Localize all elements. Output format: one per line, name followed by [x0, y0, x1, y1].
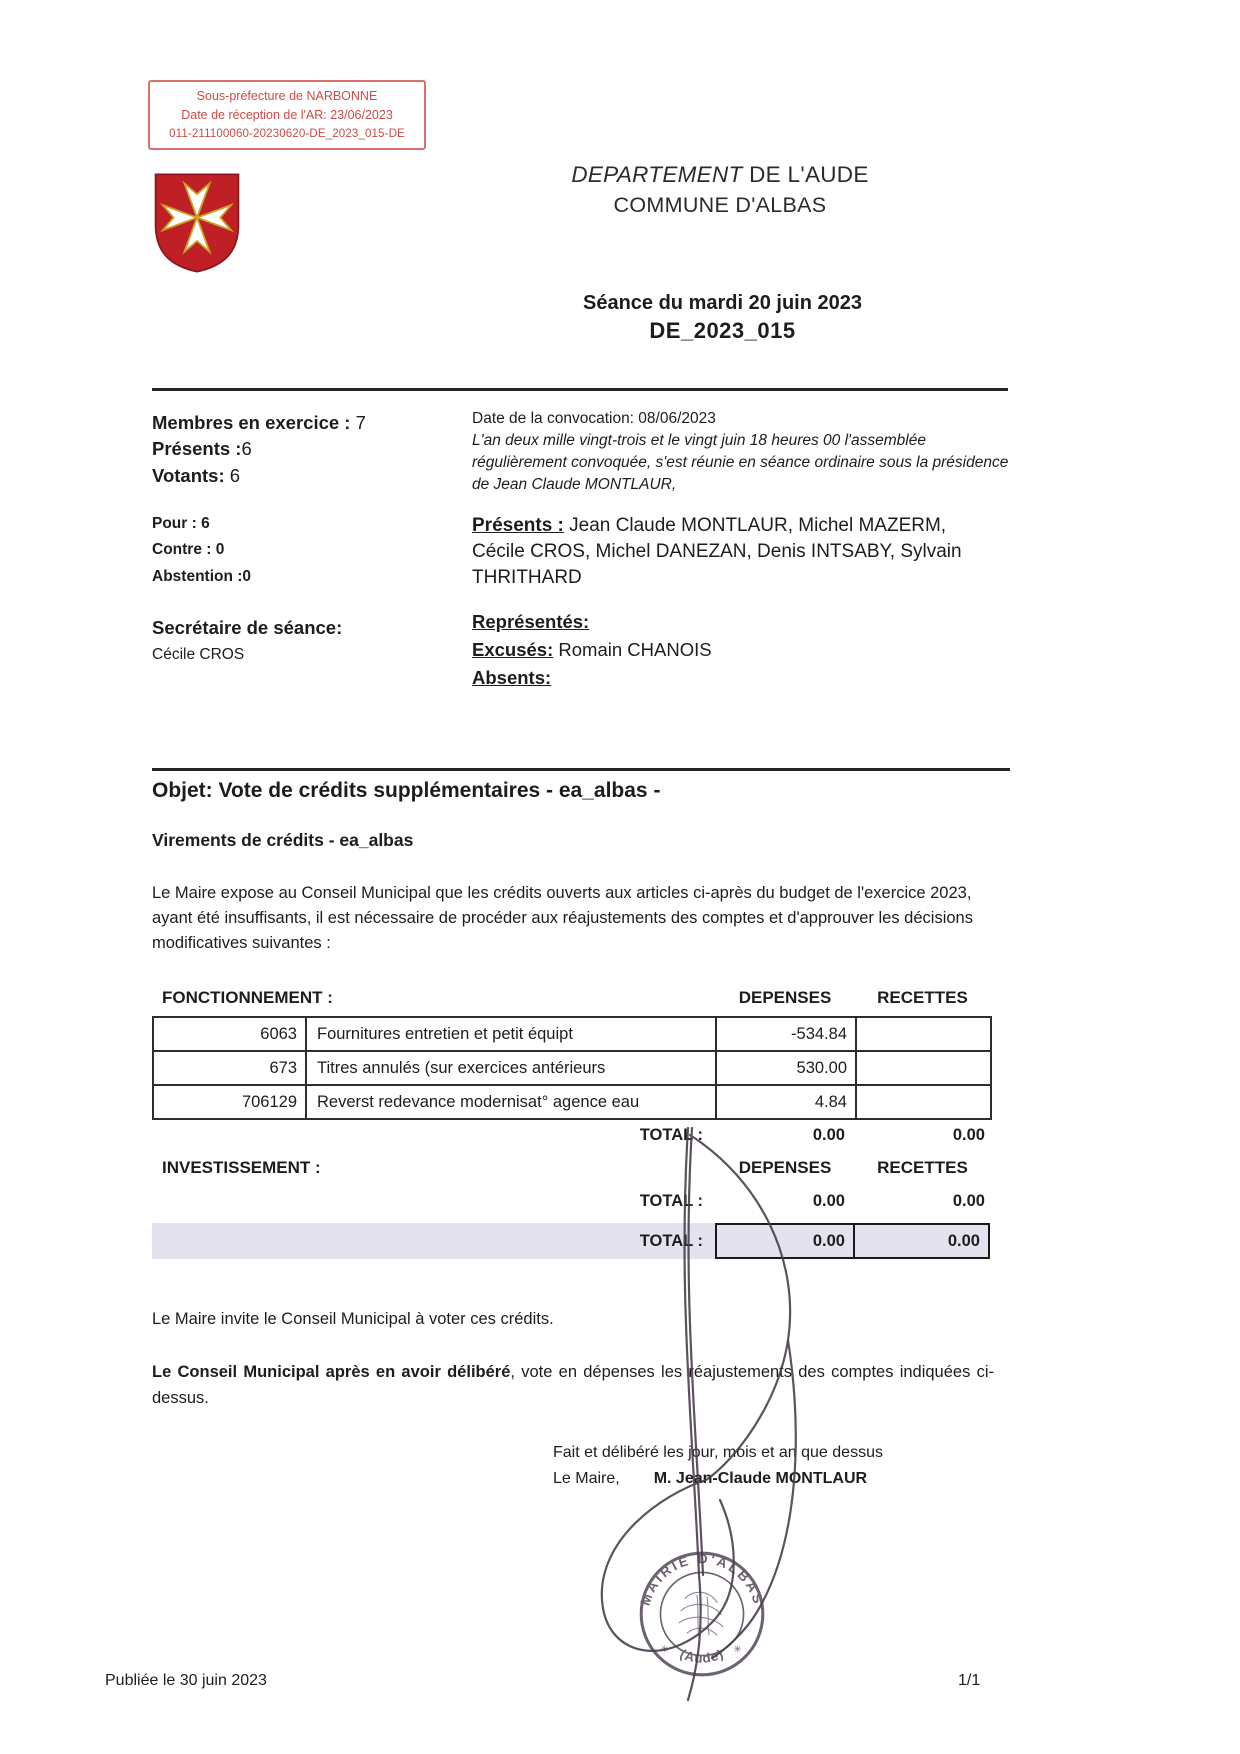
attendance-panel	[152, 410, 457, 664]
session-date: Séance du mardi 20 juin 2023	[582, 292, 862, 314]
invite-sentence: Le Maire invite le Conseil Municipal à voter ces crédits.	[152, 1310, 554, 1328]
votes-against: Contre : 0	[152, 541, 225, 559]
investissement-label: INVESTISSEMENT :	[162, 1158, 321, 1177]
members-count: Membres en exercice : 7	[152, 412, 366, 433]
svg-text:MAIRIE D'ALBAS	[637, 1551, 766, 1607]
seal-top-text: MAIRIE D'ALBAS	[637, 1551, 767, 1608]
stamp-line-2: Date de réception de l'AR: 23/06/2023	[181, 107, 393, 122]
maltese-cross-shield-icon	[152, 170, 242, 276]
fonctionnement-header-row	[152, 988, 990, 1008]
grand-total-recettes: 0.00	[855, 1223, 990, 1259]
recettes-column-header: RECETTES	[877, 1158, 968, 1177]
mayor-line: Le Maire, M. Jean-Claude MONTLAUR	[553, 1469, 868, 1487]
absent-members: Absents:	[472, 667, 552, 689]
seal-bottom-text: (Aude)	[677, 1646, 727, 1666]
virements-subtitle: Virements de crédits - ea_albas	[152, 830, 414, 850]
fonctionnement-label: FONCTIONNEMENT :	[162, 988, 333, 1007]
deliberation-sentence: Le Conseil Municipal après en avoir délibéré, vote en dépenses les réajustements des comptes indiquées ci-dessus.	[152, 1363, 994, 1407]
seal-star-right-icon: ✳	[733, 1644, 742, 1656]
present-members: Présents : Jean Claude MONTLAUR, Michel MAZERM, Cécile CROS, Michel DANEZAN, Denis INTSABY, Sylvain THRITHARD	[472, 515, 962, 588]
stamp-line-1: Sous-préfecture de NARBONNE	[196, 89, 378, 103]
mairie-seal	[626, 1538, 778, 1690]
session-details-panel	[472, 410, 1014, 689]
department-rest: DE L'AUDE	[742, 162, 869, 187]
seal-star-left-icon: ✳	[660, 1644, 669, 1656]
horizontal-rule-objet	[152, 768, 1010, 771]
svg-text:(Aude)	[678, 1646, 727, 1666]
present-count: Présents :6	[152, 438, 252, 460]
stamp-line-3: 011-211100060-20230620-DE_2023_015-DE	[169, 126, 405, 140]
excused-members: Excusés: Romain CHANOIS	[472, 639, 712, 661]
grand-total-depenses: 0.00	[715, 1223, 855, 1259]
commune-title: COMMUNE D'ALBAS	[613, 193, 827, 217]
voters-count: Votants: 6	[152, 464, 241, 486]
secretary-name: Cécile CROS	[152, 645, 245, 663]
votes-abstention: Abstention :0	[152, 568, 252, 586]
albas-coat-of-arms	[152, 170, 242, 276]
table-row: 673 Titres annulés (sur exercices antérieurs 530.00	[153, 1051, 991, 1085]
department-title	[440, 162, 1000, 188]
recettes-column-header: RECETTES	[877, 988, 968, 1007]
prefecture-reception-stamp	[148, 80, 426, 150]
fonctionnement-total-row: TOTAL : 0.00 0.00	[639, 1126, 985, 1144]
table-row: 6063 Fournitures entretien et petit équipt -534.84	[153, 1017, 991, 1051]
investissement-total-row: TOTAL : 0.00 0.00	[639, 1192, 985, 1210]
department-word: DEPARTEMENT	[571, 162, 743, 187]
seal-emblem-scribble	[679, 1592, 724, 1637]
page-number: 1/1	[958, 1672, 981, 1689]
depenses-column-header: DEPENSES	[738, 1158, 832, 1177]
grand-total-row: TOTAL : 0.00 0.00	[152, 1223, 990, 1259]
objet-title: Objet: Vote de crédits supplémentaires - ea_albas -	[152, 779, 661, 802]
budget-table	[152, 1016, 992, 1120]
votes-for: Pour : 6	[152, 514, 210, 532]
signature-block	[553, 1440, 883, 1491]
intro-paragraph: Le Maire expose au Conseil Municipal que les crédits ouverts aux articles ci-après du budget de l'exercice 2023, ayant été insuffisants, il est nécessaire de procéder aux réajustements des comptes et d'approuver les décisions modificatives suivantes :	[152, 884, 973, 952]
horizontal-rule-top	[152, 388, 1008, 391]
depenses-column-header: DEPENSES	[738, 988, 832, 1007]
convocation-date: Date de la convocation: 08/06/2023	[472, 410, 716, 427]
table-row: 706129 Reverst redevance modernisat° agence eau 4.84	[153, 1085, 991, 1119]
secretary-label: Secrétaire de séance:	[152, 616, 343, 638]
session-block	[455, 292, 990, 344]
vote-results	[152, 511, 457, 591]
deliberation-id: DE_2023_015	[649, 318, 796, 343]
represented-members: Représentés:	[472, 611, 590, 633]
publication-date: Publiée le 30 juin 2023	[105, 1672, 267, 1689]
investissement-header-row	[152, 1158, 990, 1178]
document-header	[440, 162, 1000, 218]
session-preamble: L'an deux mille vingt-trois et le vingt juin 18 heures 00 l'assemblée régulièrement convoquée, s'est réunie en séance ordinaire sous la présidence de Jean Claude MONTLAUR,	[472, 432, 1009, 494]
fait-line: Fait et délibéré les jour, mois et an que dessus	[553, 1444, 883, 1461]
